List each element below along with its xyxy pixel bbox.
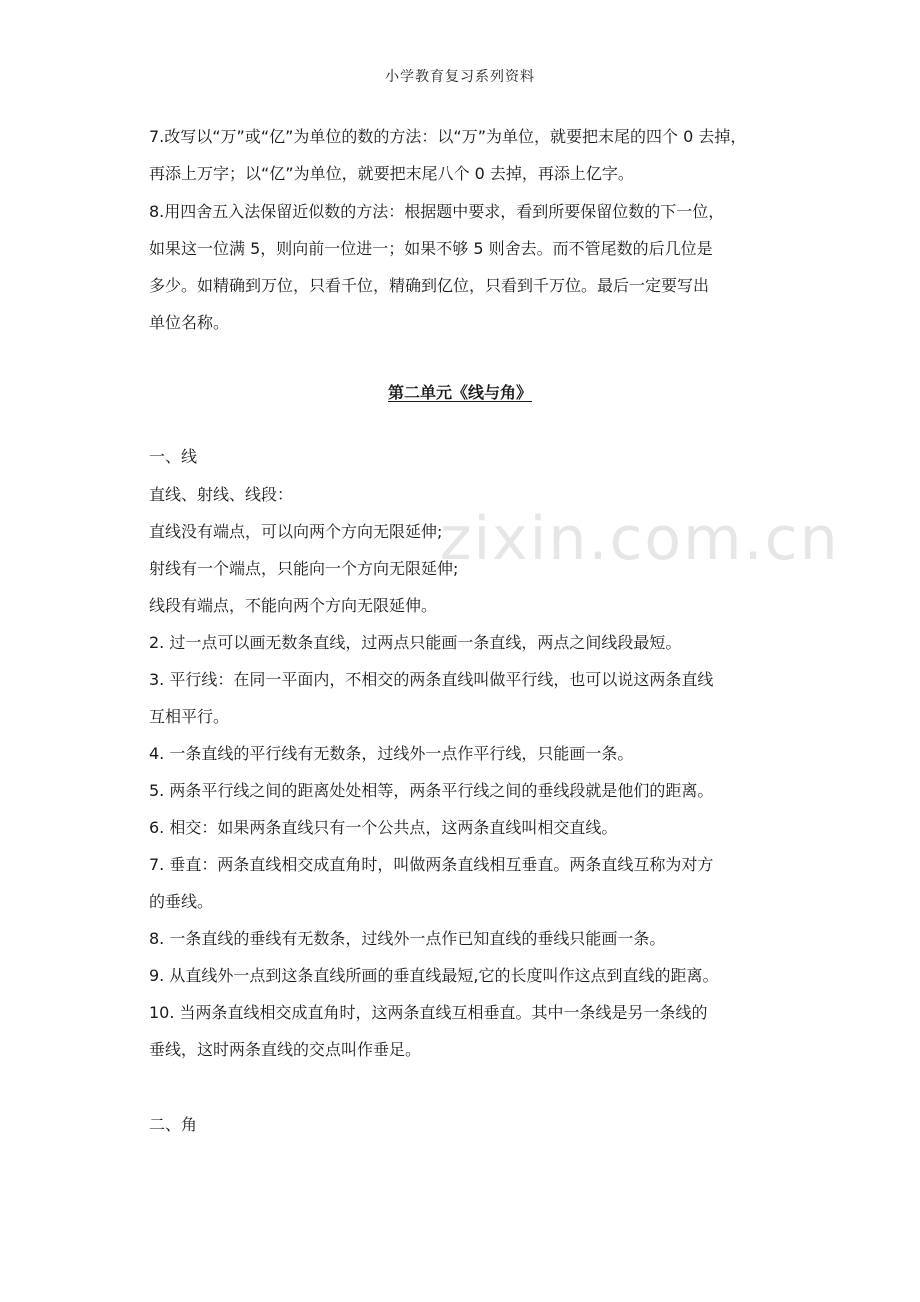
paragraph-line: 8.用四舍五入法保留近似数的方法：根据题中要求，看到所要保留位数的下一位， [149,202,725,221]
paragraph-line: 6. 相交：如果两条直线只有一个公共点，这两条直线叫相交直线。 [149,818,618,837]
paragraph-line: 再添上万字；以“亿”为单位，就要把末尾八个 0 去掉，再添上亿字。 [149,164,634,183]
subsection-heading: 一、线 [149,447,198,466]
paragraph-line: 4. 一条直线的平行线有无数条，过线外一点作平行线，只能画一条。 [149,744,634,763]
subsection-heading: 二、角 [149,1115,198,1134]
paragraph-line: 7.改写以“万”或“亿”为单位的数的方法：以“万”为单位，就要把末尾的四个 0 去掉， [149,127,747,146]
paragraph-line: 直线没有端点，可以向两个方向无限延伸; [149,522,443,541]
paragraph-line: 多少。如精确到万位，只看千位，精确到亿位，只看到千万位。最后一定要写出 [149,276,710,295]
paragraph-line: 2. 过一点可以画无数条直线，过两点只能画一条直线，两点之间线段最短。 [149,633,682,652]
page-header: 小学教育复习系列资料 [385,69,535,85]
paragraph-line: 互相平行。 [149,707,230,726]
watermark: zixin.com.cn [440,504,840,574]
paragraph-line: 10. 当两条直线相交成直角时，这两条直线互相垂直。其中一条线是另一条线的 [149,1003,708,1022]
section-title [0,380,920,403]
section-title-text: 第二单元《线与角》 [387,383,532,402]
paragraph-line: 5. 两条平行线之间的距离处处相等，两条平行线之间的垂线段就是他们的距离。 [149,781,714,800]
paragraph-line: 线段有端点，不能向两个方向无限延伸。 [149,596,438,615]
paragraph-line: 3. 平行线：在同一平面内，不相交的两条直线叫做平行线，也可以说这两条直线 [149,670,714,689]
paragraph-line: 的垂线。 [149,892,214,911]
paragraph-line: 单位名称。 [149,313,230,332]
paragraph-line: 7. 垂直：两条直线相交成直角时，叫做两条直线相互垂直。两条直线互称为对方 [149,855,714,874]
paragraph-line: 直线、射线、线段： [149,485,294,504]
paragraph-line: 9. 从直线外一点到这条直线所画的垂直线最短,它的长度叫作这点到直线的距离。 [149,966,719,985]
paragraph-line: 垂线，这时两条直线的交点叫作垂足。 [149,1040,422,1059]
paragraph-line: 如果这一位满 5，则向前一位进一；如果不够 5 则舍去。而不管尾数的后几位是 [149,239,713,258]
paragraph-line: 射线有一个端点，只能向一个方向无限延伸; [149,559,459,578]
paragraph-line: 8. 一条直线的垂线有无数条，过线外一点作已知直线的垂线只能画一条。 [149,929,666,948]
